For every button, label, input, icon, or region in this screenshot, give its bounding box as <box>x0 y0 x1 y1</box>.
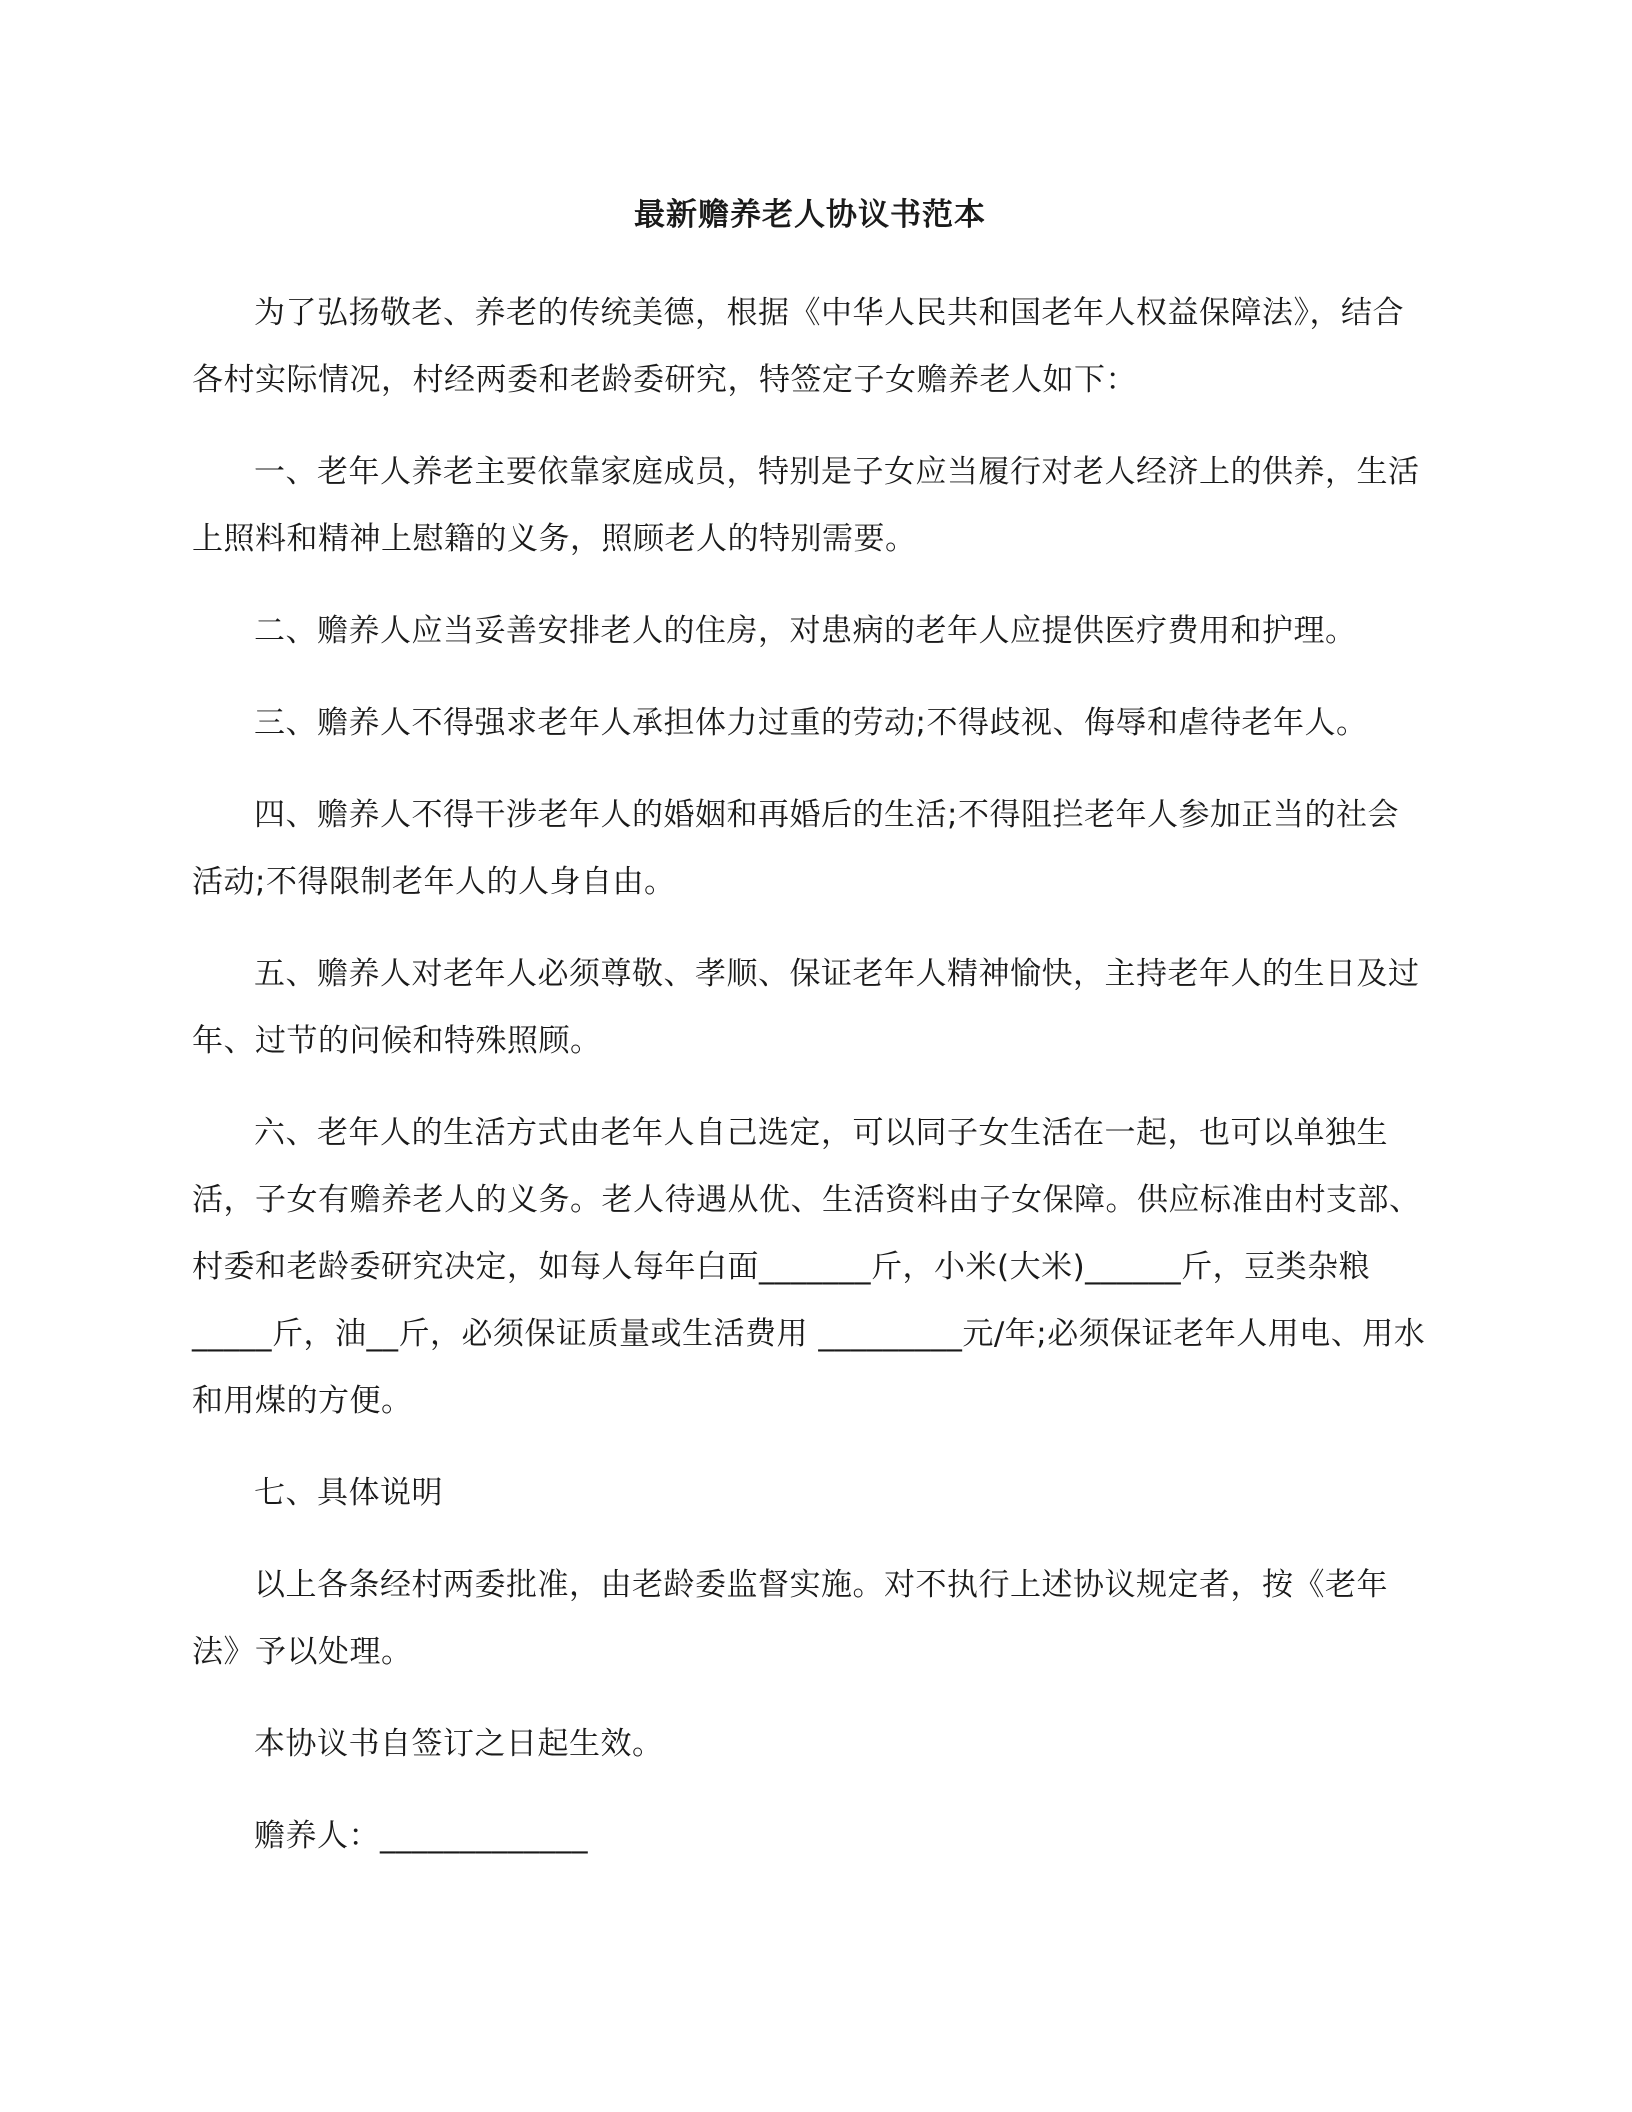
document-page <box>192 190 1428 1870</box>
intro-paragraph: 为了弘扬敬老、养老的传统美德，根据《中华人民共和国老年人权益保障法》，结合各村实际情况，村经两委和老龄委研究，特签定子女赡养老人如下： <box>192 295 1404 398</box>
document-title: 最新赡养老人协议书范本 <box>634 197 986 233</box>
clause-4-paragraph: 四、赡养人不得干涉老年人的婚姻和再婚后的生活;不得阻拦老年人参加正当的社会活动;不得限制老年人的人身自由。 <box>192 797 1399 900</box>
clause-1-paragraph: 一、老年人养老主要依靠家庭成员，特别是子女应当履行对老人经济上的供养，生活上照料和精神上慰籍的义务，照顾老人的特别需要。 <box>192 454 1420 557</box>
supporter-signature-line: 赡养人：_____________ <box>254 1818 588 1854</box>
enforcement-paragraph: 以上各条经村两委批准，由老龄委监督实施。对不执行上述协议规定者，按《老年法》予以处理。 <box>192 1567 1388 1670</box>
clause-2-paragraph: 二、赡养人应当妥善安排老人的住房，对患病的老年人应提供医疗费用和护理。 <box>254 613 1357 649</box>
clause-3-paragraph: 三、赡养人不得强求老年人承担体力过重的劳动;不得歧视、侮辱和虐待老年人。 <box>254 705 1368 741</box>
clause-6-paragraph: 六、老年人的生活方式由老年人自己选定，可以同子女生活在一起，也可以单独生活，子女有赡养老人的义务。老人待遇从优、生活资料由子女保障。供应标准由村支部、村委和老龄委研究决定，如每人每年白面_______斤，小米(大米)______斤，豆类杂粮_____斤，油__斤，必须保证质量或生活费用 _________元/年;必须保证老年人用电、用水和用煤的方便。 <box>192 1115 1426 1419</box>
clause-7-heading: 七、具体说明 <box>254 1475 443 1511</box>
clause-5-paragraph: 五、赡养人对老年人必须尊敬、孝顺、保证老年人精神愉快，主持老年人的生日及过年、过节的问候和特殊照顾。 <box>192 956 1420 1059</box>
effective-date-paragraph: 本协议书自签订之日起生效。 <box>254 1726 664 1762</box>
